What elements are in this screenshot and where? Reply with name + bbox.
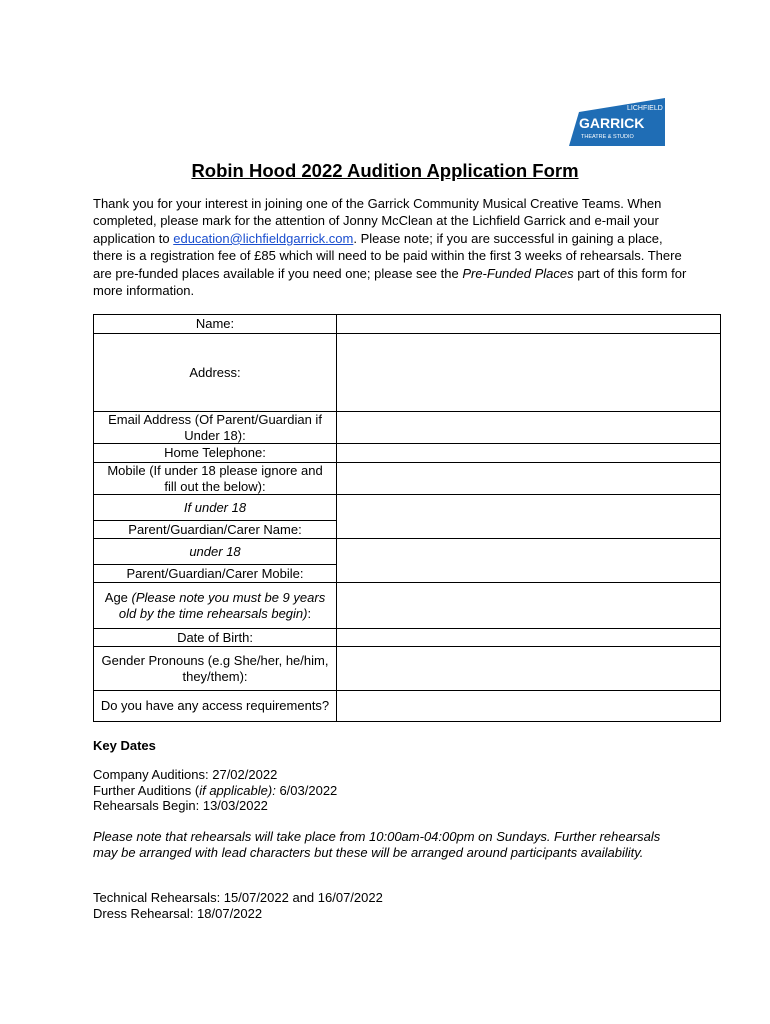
svg-text:LICHFIELD: LICHFIELD: [627, 105, 663, 112]
technical-rehearsals-date: Technical Rehearsals: 15/07/2022 and 16/07/2022: [93, 890, 383, 905]
email-label: Email Address (Of Parent/Guardian if Under 18):: [94, 412, 337, 444]
guardian-mobile-label: Parent/Guardian/Carer Mobile:: [94, 565, 337, 583]
if-under-18-label: If under 18: [94, 495, 337, 521]
svg-text:THEATRE & STUDIO: THEATRE & STUDIO: [581, 134, 634, 140]
dress-rehearsal-date: Dress Rehearsal: 18/07/2022: [93, 906, 263, 921]
guardian-name-label: Parent/Guardian/Carer Name:: [94, 521, 337, 539]
application-form-table: [93, 314, 721, 722]
mobile-field[interactable]: [337, 463, 721, 495]
rehearsals-begin-date: Rehearsals Begin: 13/03/2022: [93, 798, 268, 813]
svg-text:GARRICK: GARRICK: [579, 115, 645, 131]
home-telephone-label: Home Telephone:: [94, 444, 337, 463]
email-field[interactable]: [337, 412, 721, 444]
guardian-name-field[interactable]: [337, 495, 721, 539]
address-field[interactable]: [337, 334, 721, 412]
home-telephone-field[interactable]: [337, 444, 721, 463]
mobile-label: Mobile (If under 18 please ignore and fill out the below):: [94, 463, 337, 495]
age-field[interactable]: [337, 583, 721, 629]
age-label: Age (Please note you must be 9 years old by the time rehearsals begin):: [94, 583, 337, 629]
guardian-mobile-field[interactable]: [337, 539, 721, 583]
dob-field[interactable]: [337, 629, 721, 647]
lichfield-garrick-logo: [569, 98, 665, 146]
pronouns-field[interactable]: [337, 647, 721, 691]
page-title: Robin Hood 2022 Audition Application Form: [191, 160, 579, 181]
further-auditions-date: Further Auditions (if applicable): 6/03/2022: [93, 783, 338, 798]
key-dates-heading: Key Dates: [93, 738, 156, 753]
address-label: Address:: [94, 334, 337, 412]
access-requirements-label: Do you have any access requirements?: [94, 691, 337, 722]
pronouns-label: Gender Pronouns (e.g She/her, he/him, they/them):: [94, 647, 337, 691]
intro-paragraph: Thank you for your interest in joining one of the Garrick Community Musical Creative Teams. When completed, please mark for the attention of Jonny McClean at the Lichfield Garrick and e-mail your application to education@lichfieldgarrick.com. Please note; if you are successful in gaining a place, there is a registration fee of £85 which will need to be paid within the first 3 weeks of rehearsals. There are pre-funded places available if you need one; please see the Pre-Funded Places part of this form for more information.: [93, 196, 687, 299]
access-requirements-field[interactable]: [337, 691, 721, 722]
under-18-label: under 18: [94, 539, 337, 565]
name-label: Name:: [94, 315, 337, 334]
email-link[interactable]: education@lichfieldgarrick.com: [173, 230, 354, 246]
dob-label: Date of Birth:: [94, 629, 337, 647]
company-auditions-date: Company Auditions: 27/02/2022: [93, 767, 278, 782]
rehearsal-note: Please note that rehearsals will take place from 10:00am-04:00pm on Sundays. Further rehearsals may be arranged with lead characters but these will be arranged around participants availability.: [93, 829, 661, 860]
name-field[interactable]: [337, 315, 721, 334]
